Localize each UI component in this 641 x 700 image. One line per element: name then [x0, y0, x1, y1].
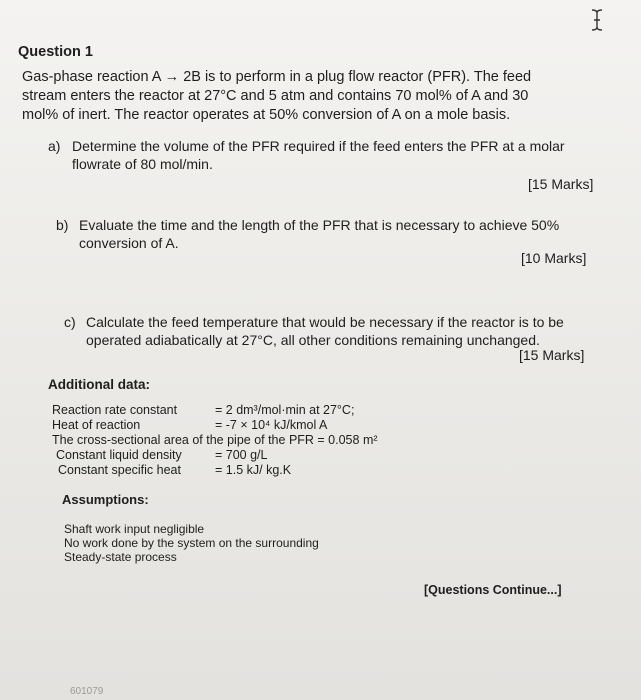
additional-data-list — [52, 403, 378, 478]
specific-heat-label: Constant specific heat — [58, 463, 181, 477]
part-b-line: Evaluate the time and the length of the PFR that is necessary to achieve 50% — [79, 217, 560, 233]
liquid-density-value: = 700 g/L — [215, 448, 268, 462]
text-cursor-icon — [590, 8, 604, 32]
part-b-text — [79, 216, 559, 252]
part-b-line: conversion of A. — [79, 235, 179, 251]
assumption-item: Steady-state process — [64, 550, 177, 564]
part-a — [48, 137, 60, 155]
part-c-line: operated adiabatically at 27°C, all other conditions remaining unchanged. — [86, 332, 540, 348]
question-intro — [22, 68, 531, 125]
question-title: Question 1 — [18, 44, 93, 60]
rate-constant-row — [52, 403, 378, 418]
rate-constant-value: = 2 dm³/mol·min at 27°C; — [215, 403, 355, 417]
part-a-line: Determine the volume of the PFR required if the feed enters the PFR at a molar — [72, 138, 565, 154]
part-a-label: a) — [48, 138, 61, 154]
part-c-label: c) — [64, 314, 76, 330]
intro-line: Gas-phase reaction A → 2B is to perform in a plug flow reactor (PFR). The feed — [22, 69, 532, 85]
part-b-marks: [10 Marks] — [521, 250, 587, 266]
assumption-item: No work done by the system on the surrounding — [64, 536, 319, 550]
assumptions-heading: Assumptions: — [62, 492, 149, 507]
questions-continue-note: [Questions Continue...] — [424, 583, 562, 597]
cross-sectional-area-line: The cross-sectional area of the pipe of the PFR = 0.058 m² — [52, 433, 378, 447]
heat-of-reaction-value: = -7 × 10⁴ kJ/kmol A — [215, 418, 328, 432]
part-a-text — [72, 137, 565, 173]
heat-of-reaction-label: Heat of reaction — [52, 418, 141, 432]
part-c-line: Calculate the feed temperature that would be necessary if the reactor is to be — [86, 314, 564, 330]
liquid-density-label: Constant liquid density — [56, 448, 182, 462]
intro-line: mol% of inert. The reactor operates at 50% conversion of A on a mole basis. — [22, 107, 511, 123]
part-b-label: b) — [56, 217, 69, 233]
intro-line: stream enters the reactor at 27°C and 5 atm and contains 70 mol% of A and 30 — [22, 88, 529, 104]
liquid-density-row — [52, 448, 378, 463]
part-a-marks: [15 Marks] — [528, 176, 594, 192]
assumptions-list — [64, 522, 319, 564]
specific-heat-row — [52, 463, 378, 478]
part-b — [56, 216, 68, 234]
part-c — [64, 313, 76, 331]
specific-heat-value: = 1.5 kJ/ kg.K — [215, 463, 292, 477]
additional-data-heading: Additional data: — [48, 377, 150, 392]
heat-of-reaction-row — [52, 418, 378, 433]
part-c-marks: [15 Marks] — [519, 347, 585, 363]
page-footer-code: 601079 — [70, 686, 104, 697]
part-c-text — [86, 313, 564, 349]
part-a-line: flowrate of 80 mol/min. — [72, 156, 213, 172]
rate-constant-label: Reaction rate constant — [52, 403, 178, 417]
assumption-item: Shaft work input negligible — [64, 522, 205, 536]
